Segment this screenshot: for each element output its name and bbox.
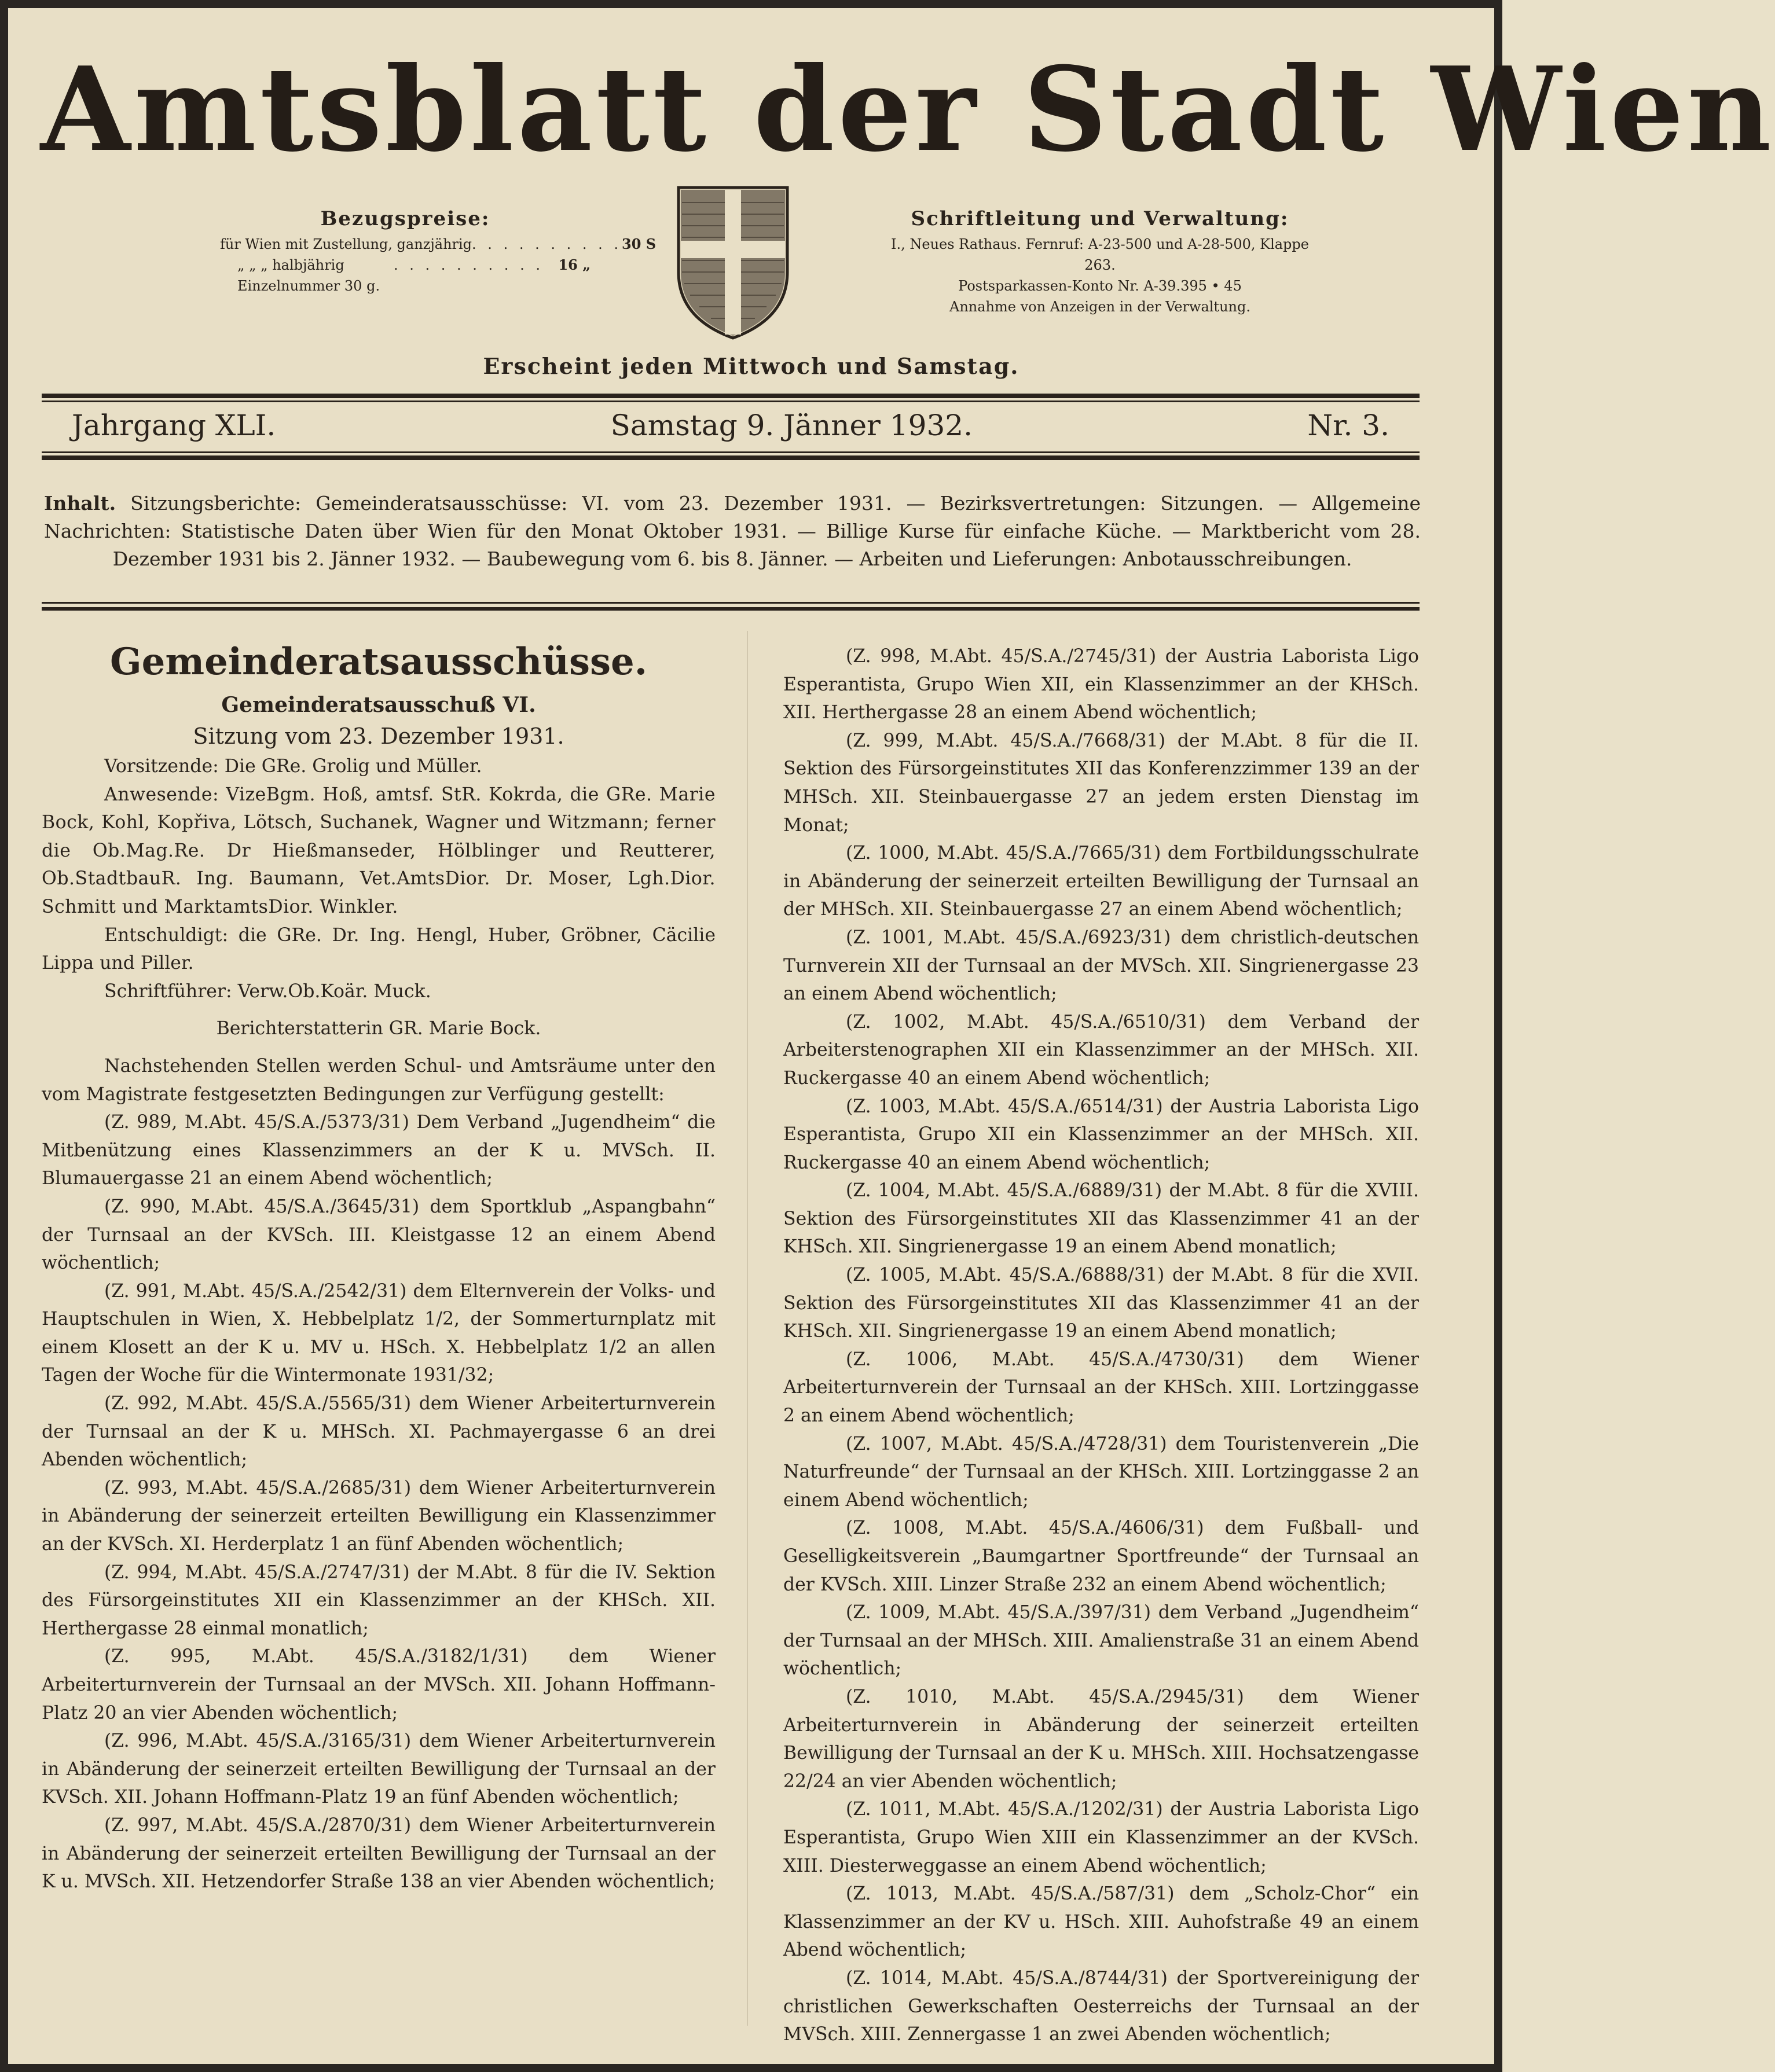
- paragraph: (Z. 996, M.Abt. 45/S.A./3165/31) dem Wiener Arbeiterturnverein in Abänderung der seinerzeit erteilten Bewilligung der Turnsaal an der KVSch. XII. Johann Hoffmann-Platz 19 an fünf Abenden wöchentlich;: [42, 1731, 716, 1808]
- subscription-heading: Bezugspreise:: [320, 207, 490, 230]
- issue-rule-thin: [42, 451, 1420, 453]
- table-of-contents: [44, 490, 1421, 573]
- committee-title: Gemeinderatsausschuß VI.: [221, 693, 536, 717]
- price-row-half-yearly: [220, 255, 591, 275]
- left-column: [42, 637, 716, 1896]
- paragraph: (Z. 995, M.Abt. 45/S.A./3182/1/31) dem Wiener Arbeiterturnverein der Turnsaal an der MVSch. XII. Johann Hoffmann-Platz 20 an vier Abenden wöchentlich;: [42, 1646, 716, 1724]
- top-rule-thick: [42, 394, 1420, 398]
- price-row-yearly: [220, 234, 657, 255]
- paragraph: (Z. 989, M.Abt. 45/S.A./5373/31) Dem Verband „Jugendheim“ die Mitbenützung eines Klassenzimmers an der K u. MVSch. II. Blumauergasse 21 an einem Abend wöchentlich;: [42, 1112, 716, 1189]
- paragraph: Entschuldigt: die GRe. Dr. Ing. Hengl, Huber, Gröbner, Cäcilie Lippa und Piller.: [42, 924, 716, 974]
- toc-label: Inhalt.: [44, 492, 116, 515]
- paragraph: Berichterstatterin GR. Marie Bock.: [216, 1018, 541, 1039]
- column-divider: [747, 631, 748, 2026]
- paragraph: (Z. 1008, M.Abt. 45/S.A./4606/31) dem Fußball- und Geselligkeitsverein „Baumgartner Sportfreunde“ der Turnsaal an der KVSch. XIII. Linzer Straße 232 an einem Abend wöchentlich;: [783, 1518, 1419, 1595]
- price-value: 30 S: [622, 236, 657, 252]
- paragraph: Vorsitzende: Die GRe. Grolig und Müller.: [104, 756, 482, 777]
- right-column: [783, 642, 1419, 2049]
- paragraph: (Z. 1004, M.Abt. 45/S.A./6889/31) der M.Abt. 8 für die XVIII. Sektion des Fürsorgeinstitutes XII das Klassenzimmer 41 an der KHSch. XII. Singrienergasse 19 an einem Abend monatlich;: [783, 1180, 1419, 1258]
- paragraph: (Z. 1011, M.Abt. 45/S.A./1202/31) der Austria Laborista Ligo Esperantista, Grupo Wien XIII ein Klassenzimmer an der KVSch. XIII. Diesterweggasse an einem Abend wöchentlich;: [783, 1799, 1419, 1876]
- paragraph: (Z. 999, M.Abt. 45/S.A./7668/31) der M.Abt. 8 für die II. Sektion des Fürsorgeinstitutes XII das Konferenzzimmer 139 an der MHSch. XII. Steinbauergasse 27 an jedem ersten Dienstag im Monat;: [783, 730, 1419, 836]
- toc-rule-thick: [42, 607, 1420, 611]
- paragraph: (Z. 1010, M.Abt. 45/S.A./2945/31) dem Wiener Arbeiterturnverein in Abänderung der seinerzeit erteilten Bewilligung der Turnsaal an der K u. MHSch. XIII. Hochsatzengasse 22/24 an vier Abenden wöchentlich;: [783, 1686, 1419, 1792]
- editorial-address: I., Neues Rathaus. Fernruf: A-23-500 und A-28-500, Klappe 263.: [891, 236, 1309, 273]
- paragraph: (Z. 990, M.Abt. 45/S.A./3645/31) dem Sportklub „Aspangbahn“ der Turnsaal an der KVSch. III. Kleistgasse 12 an einem Abend wöchentlich;: [42, 1196, 716, 1274]
- price-value: 16 „: [558, 256, 591, 273]
- paragraph: (Z. 1006, M.Abt. 45/S.A./4730/31) dem Wiener Arbeiterturnverein der Turnsaal an der KHSch. XIII. Lortzinggasse 2 an einem Abend wöchentlich;: [783, 1349, 1419, 1427]
- price-dots: . . . . . . . . . .: [394, 257, 544, 273]
- subscription-prices: [220, 207, 657, 296]
- price-dots: . . . . . . . . . .: [472, 236, 622, 252]
- publication-schedule: Erscheint jeden Mittwoch und Samstag.: [483, 353, 1019, 379]
- paragraph: (Z. 1014, M.Abt. 45/S.A./8744/31) der Sportvereinigung der christlichen Gewerkschaften Oesterreichs der Turnsaal an der MVSch. XIII. Zennergasse 1 an zwei Abenden wöchentlich;: [783, 1967, 1419, 2045]
- paragraph: Nachstehenden Stellen werden Schul- und Amtsräume unter den vom Magistrate festgesetzten Bedingungen zur Verfügung gestellt:: [42, 1055, 716, 1105]
- issue-rule-thick: [42, 455, 1420, 460]
- editorial-office: [880, 208, 1320, 317]
- ads-note: Annahme von Anzeigen in der Verwaltung.: [949, 299, 1250, 315]
- volume-year: Jahrgang XLI.: [72, 409, 276, 442]
- paragraph: (Z. 1000, M.Abt. 45/S.A./7665/31) dem Fortbildungsschulrate in Abänderung der seinerzeit erteilten Bewilligung der Turnsaal an der MHSch. XII. Steinbauergasse 27 an einem Abend wöchentlich;: [783, 843, 1419, 920]
- top-rule-thin: [42, 401, 1420, 402]
- paragraph: (Z. 1001, M.Abt. 45/S.A./6923/31) dem christlich-deutschen Turnverein XII der Turnsaal an der MVSch. XII. Singrienergasse 23 an einem Abend wöchentlich;: [783, 927, 1419, 1005]
- section-title: Gemeinderatsausschüsse.: [109, 640, 648, 684]
- single-issue-price: Einzelnummer 30 g.: [237, 278, 380, 294]
- masthead-title: Amtsblatt der Stadt Wien: [41, 42, 1775, 178]
- price-label: „ „ „ halbjährig: [237, 257, 344, 273]
- editorial-heading: Schriftleitung und Verwaltung:: [911, 207, 1289, 230]
- price-label: für Wien mit Zustellung, ganzjährig: [220, 236, 472, 252]
- paragraph: (Z. 1005, M.Abt. 45/S.A./6888/31) der M.Abt. 8 für die XVII. Sektion des Fürsorgeinstitutes XII das Klassenzimmer 41 an der KHSch. XII. Singrienergasse 19 an einem Abend monatlich;: [783, 1265, 1419, 1342]
- issue-date: Samstag 9. Jänner 1932.: [610, 409, 973, 442]
- paragraph: (Z. 1013, M.Abt. 45/S.A./587/31) dem „Scholz-Chor“ ein Klassenzimmer an der KV u. HSch. XIII. Auhofstraße 49 an einem Abend wöchentlich;: [783, 1883, 1419, 1961]
- vienna-coat-of-arms: [676, 185, 790, 340]
- paragraph: Schriftführer: Verw.Ob.Koär. Muck.: [104, 980, 431, 1002]
- paragraph: (Z. 1002, M.Abt. 45/S.A./6510/31) dem Verband der Arbeiterstenographen XII ein Klassenzimmer an der MHSch. XII. Ruckergasse 40 an einem Abend wöchentlich;: [783, 1011, 1419, 1089]
- paragraph: (Z. 993, M.Abt. 45/S.A./2685/31) dem Wiener Arbeiterturnverein in Abänderung der seinerzeit erteilten Bewilligung ein Klassenzimmer an der KVSch. XI. Herderplatz 1 an fünf Abenden wöchentlich;: [42, 1477, 716, 1555]
- paragraph: (Z. 991, M.Abt. 45/S.A./2542/31) dem Elternverein der Volks- und Hauptschulen in Wien, X. Hebbelplatz 1/2, der Sommerturnplatz mit einem Klosett an der K u. MV u. HSch. X. Hebbelplatz 1/2 an allen Tagen der Woche für die Wintermonate 1931/32;: [42, 1280, 716, 1386]
- paragraph: (Z. 997, M.Abt. 45/S.A./2870/31) dem Wiener Arbeiterturnverein in Abänderung der seinerzeit erteilten Bewilligung der Turnsaal an der K u. MVSch. XII. Hetzendorfer Straße 138 an vier Abenden wöchentlich;: [42, 1814, 716, 1893]
- paragraph: (Z. 998, M.Abt. 45/S.A./2745/31) der Austria Laborista Ligo Esperantista, Grupo Wien XII, ein Klassenzimmer an der KHSch. XII. Herthergasse 28 an einem Abend wöchentlich;: [783, 646, 1419, 723]
- toc-text: Sitzungsberichte: Gemeinderatsausschüsse: VI. vom 23. Dezember 1931. — Bezirksvertretungen: Sitzungen. — Allgemeine Nachrichten: Statistische Daten über Wien für den Monat Oktober 1931. — Billige Kurse für einfache Küche. — Marktbericht vom 28. Dezember 1931 bis 2. Jänner 1932. — Baubewegung vom 6. bis 8. Jänner. — Arbeiten und Lieferungen: Anbotausschreibungen.: [44, 492, 1421, 570]
- paragraph: (Z. 994, M.Abt. 45/S.A./2747/31) der M.Abt. 8 für die IV. Sektion des Fürsorgeinstitutes XII ein Klassenzimmer an der KHSch. XII. Herthergasse 28 einmal monatlich;: [42, 1562, 716, 1639]
- paragraph: (Z. 1003, M.Abt. 45/S.A./6514/31) der Austria Laborista Ligo Esperantista, Grupo XII ein Klassenzimmer an der MHSch. XII. Ruckergasse 40 an einem Abend wöchentlich;: [783, 1096, 1419, 1173]
- session-date: Sitzung vom 23. Dezember 1931.: [193, 723, 564, 749]
- issue-info-row: [42, 405, 1420, 446]
- postal-account: Postsparkassen-Konto Nr. A-39.395 • 45: [958, 278, 1242, 294]
- paragraph: (Z. 1009, M.Abt. 45/S.A./397/31) dem Verband „Jugendheim“ der Turnsaal an der MHSch. XIII. Amalienstraße 31 an einem Abend wöchentlich;: [783, 1602, 1419, 1680]
- paragraph: (Z. 1007, M.Abt. 45/S.A./4728/31) dem Touristenverein „Die Naturfreunde“ der Turnsaal an der KHSch. XIII. Lortzinggasse 2 an einem Abend wöchentlich;: [783, 1433, 1419, 1511]
- paragraph: (Z. 992, M.Abt. 45/S.A./5565/31) dem Wiener Arbeiterturnverein der Turnsaal an der K u. MHSch. XI. Pachmayergasse 6 an drei Abenden wöchentlich;: [42, 1393, 716, 1471]
- toc-rule-thin: [42, 602, 1420, 604]
- paragraph: Anwesende: VizeBgm. Hoß, amtsf. StR. Kokrda, die GRe. Marie Bock, Kohl, Kopřiva, Lötsch, Suchanek, Wagner und Witzmann; ferner die Ob.Mag.Re. Dr Hießmanseder, Hölblinger und Reutterer, Ob.StadtbauR. Ing. Baumann, Vet.AmtsDior. Dr. Moser, Lgh.Dior. Schmitt und MarktamtsDior. Winkler.: [42, 784, 716, 917]
- issue-number: Nr. 3.: [1307, 409, 1389, 442]
